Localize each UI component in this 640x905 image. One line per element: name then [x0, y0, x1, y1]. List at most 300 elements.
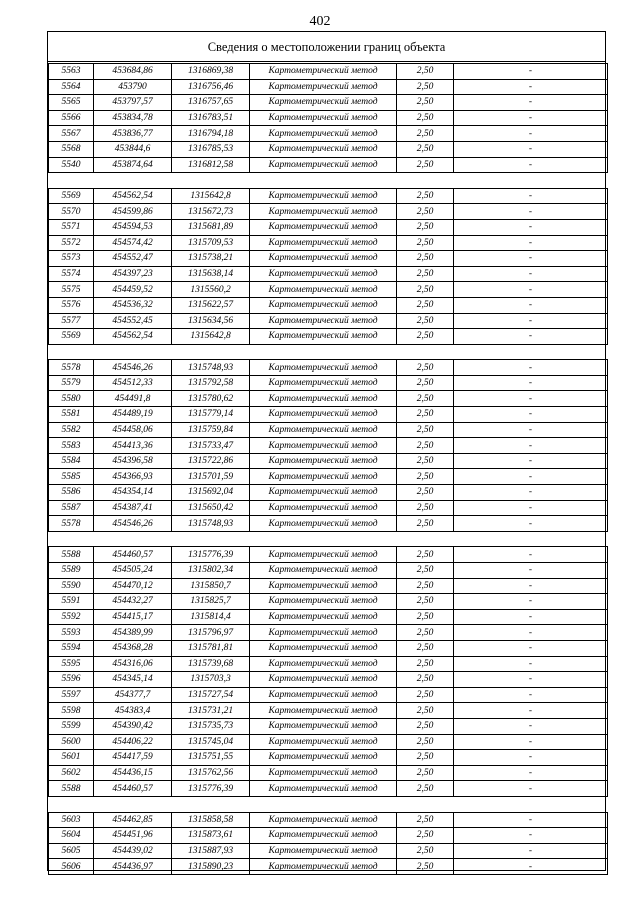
point-number-cell: 5576 — [49, 297, 94, 313]
accuracy-cell: 2,50 — [397, 266, 454, 282]
accuracy-cell: 2,50 — [397, 453, 454, 469]
accuracy-cell: 2,50 — [397, 594, 454, 610]
description-cell: - — [454, 79, 608, 95]
x-coordinate-cell: 454536,32 — [94, 297, 172, 313]
point-number-cell: 5578 — [49, 360, 94, 376]
description-cell: - — [454, 547, 608, 563]
point-number-cell: 5602 — [49, 765, 94, 781]
table-row — [49, 828, 608, 844]
y-coordinate-cell: 1316812,58 — [172, 157, 250, 173]
description-cell: - — [454, 718, 608, 734]
method-cell: Картометрический метод — [250, 188, 397, 204]
table-row — [49, 204, 608, 220]
accuracy-cell: 2,50 — [397, 126, 454, 142]
x-coordinate-cell: 454489,19 — [94, 407, 172, 423]
y-coordinate-cell: 1315762,56 — [172, 765, 250, 781]
point-number-cell: 5574 — [49, 266, 94, 282]
table-row — [49, 843, 608, 859]
table-row — [49, 500, 608, 516]
x-coordinate-cell: 454491,8 — [94, 391, 172, 407]
table-row — [49, 157, 608, 173]
accuracy-cell: 2,50 — [397, 812, 454, 828]
section-title: Сведения о местоположении границ объекта — [48, 32, 605, 62]
description-cell: - — [454, 204, 608, 220]
accuracy-cell: 2,50 — [397, 734, 454, 750]
method-cell: Картометрический метод — [250, 407, 397, 423]
y-coordinate-cell: 1316757,65 — [172, 95, 250, 111]
accuracy-cell: 2,50 — [397, 485, 454, 501]
y-coordinate-cell: 1315731,21 — [172, 703, 250, 719]
point-number-cell: 5572 — [49, 235, 94, 251]
table-row — [49, 718, 608, 734]
y-coordinate-cell: 1315650,42 — [172, 500, 250, 516]
x-coordinate-cell: 454460,57 — [94, 781, 172, 797]
accuracy-cell: 2,50 — [397, 656, 454, 672]
point-number-cell: 5604 — [49, 828, 94, 844]
accuracy-cell: 2,50 — [397, 64, 454, 80]
x-coordinate-cell: 454562,54 — [94, 329, 172, 345]
method-cell: Картометрический метод — [250, 282, 397, 298]
y-coordinate-cell: 1315642,8 — [172, 329, 250, 345]
x-coordinate-cell: 453844,6 — [94, 141, 172, 157]
y-coordinate-cell: 1315780,62 — [172, 391, 250, 407]
x-coordinate-cell: 454599,86 — [94, 204, 172, 220]
y-coordinate-cell: 1315751,55 — [172, 750, 250, 766]
y-coordinate-cell: 1315887,93 — [172, 843, 250, 859]
point-number-cell: 5579 — [49, 375, 94, 391]
method-cell: Картометрический метод — [250, 469, 397, 485]
point-number-cell: 5564 — [49, 79, 94, 95]
accuracy-cell: 2,50 — [397, 703, 454, 719]
description-cell: - — [454, 438, 608, 454]
y-coordinate-cell: 1316756,46 — [172, 79, 250, 95]
accuracy-cell: 2,50 — [397, 640, 454, 656]
method-cell: Картометрический метод — [250, 64, 397, 80]
description-cell: - — [454, 360, 608, 376]
x-coordinate-cell: 454345,14 — [94, 672, 172, 688]
table-row — [49, 453, 608, 469]
accuracy-cell: 2,50 — [397, 718, 454, 734]
x-coordinate-cell: 453836,77 — [94, 126, 172, 142]
table-row — [49, 266, 608, 282]
accuracy-cell: 2,50 — [397, 391, 454, 407]
accuracy-cell: 2,50 — [397, 625, 454, 641]
method-cell: Картометрический метод — [250, 204, 397, 220]
point-number-cell: 5580 — [49, 391, 94, 407]
y-coordinate-cell: 1315759,84 — [172, 422, 250, 438]
y-coordinate-cell: 1316783,51 — [172, 110, 250, 126]
table-row — [49, 578, 608, 594]
method-cell: Картометрический метод — [250, 734, 397, 750]
description-cell: - — [454, 672, 608, 688]
table-row — [49, 672, 608, 688]
table-row — [49, 360, 608, 376]
x-coordinate-cell: 454406,22 — [94, 734, 172, 750]
method-cell: Картометрический метод — [250, 266, 397, 282]
accuracy-cell: 2,50 — [397, 781, 454, 797]
y-coordinate-cell: 1315814,4 — [172, 609, 250, 625]
method-cell: Картометрический метод — [250, 391, 397, 407]
method-cell: Картометрический метод — [250, 438, 397, 454]
table-row — [49, 251, 608, 267]
description-cell: - — [454, 812, 608, 828]
description-cell: - — [454, 141, 608, 157]
table-row — [49, 95, 608, 111]
y-coordinate-cell: 1315748,93 — [172, 360, 250, 376]
method-cell: Картометрический метод — [250, 625, 397, 641]
table-row — [49, 422, 608, 438]
description-cell: - — [454, 843, 608, 859]
table-row — [49, 812, 608, 828]
y-coordinate-cell: 1315560,2 — [172, 282, 250, 298]
description-cell: - — [454, 687, 608, 703]
table-row — [49, 219, 608, 235]
y-coordinate-cell: 1315638,14 — [172, 266, 250, 282]
method-cell: Картометрический метод — [250, 453, 397, 469]
y-coordinate-cell: 1315681,89 — [172, 219, 250, 235]
table-row — [49, 485, 608, 501]
accuracy-cell: 2,50 — [397, 79, 454, 95]
coordinates-table — [48, 63, 608, 875]
method-cell: Картометрический метод — [250, 547, 397, 563]
accuracy-cell: 2,50 — [397, 609, 454, 625]
x-coordinate-cell: 454451,96 — [94, 828, 172, 844]
x-coordinate-cell: 454459,52 — [94, 282, 172, 298]
accuracy-cell: 2,50 — [397, 375, 454, 391]
point-number-cell: 5585 — [49, 469, 94, 485]
x-coordinate-cell: 454413,36 — [94, 438, 172, 454]
y-coordinate-cell: 1315701,59 — [172, 469, 250, 485]
y-coordinate-cell: 1315825,7 — [172, 594, 250, 610]
accuracy-cell: 2,50 — [397, 157, 454, 173]
point-number-cell: 5603 — [49, 812, 94, 828]
method-cell: Картометрический метод — [250, 640, 397, 656]
point-number-cell: 5584 — [49, 453, 94, 469]
table-row — [49, 547, 608, 563]
group-separator-cell — [49, 173, 608, 189]
x-coordinate-cell: 454460,57 — [94, 547, 172, 563]
y-coordinate-cell: 1315672,73 — [172, 204, 250, 220]
accuracy-cell: 2,50 — [397, 219, 454, 235]
point-number-cell: 5595 — [49, 656, 94, 672]
point-number-cell: 5583 — [49, 438, 94, 454]
method-cell: Картометрический метод — [250, 297, 397, 313]
y-coordinate-cell: 1316785,53 — [172, 141, 250, 157]
table-row — [49, 469, 608, 485]
x-coordinate-cell: 454505,24 — [94, 563, 172, 579]
point-number-cell: 5588 — [49, 781, 94, 797]
page-number: 402 — [309, 14, 331, 29]
table-row — [49, 391, 608, 407]
point-number-cell: 5599 — [49, 718, 94, 734]
y-coordinate-cell: 1315745,04 — [172, 734, 250, 750]
table-row — [49, 625, 608, 641]
point-number-cell: 5582 — [49, 422, 94, 438]
table-row — [49, 640, 608, 656]
accuracy-cell: 2,50 — [397, 516, 454, 532]
x-coordinate-cell: 454546,26 — [94, 516, 172, 532]
x-coordinate-cell: 454470,12 — [94, 578, 172, 594]
x-coordinate-cell: 454397,23 — [94, 266, 172, 282]
method-cell: Картометрический метод — [250, 859, 397, 875]
point-number-cell: 5581 — [49, 407, 94, 423]
x-coordinate-cell: 454387,41 — [94, 500, 172, 516]
accuracy-cell: 2,50 — [397, 422, 454, 438]
point-number-cell: 5587 — [49, 500, 94, 516]
y-coordinate-cell: 1315873,61 — [172, 828, 250, 844]
point-number-cell: 5594 — [49, 640, 94, 656]
y-coordinate-cell: 1315858,58 — [172, 812, 250, 828]
description-cell: - — [454, 157, 608, 173]
method-cell: Картометрический метод — [250, 656, 397, 672]
accuracy-cell: 2,50 — [397, 95, 454, 111]
x-coordinate-cell: 454552,47 — [94, 251, 172, 267]
x-coordinate-cell: 453684,86 — [94, 64, 172, 80]
method-cell: Картометрический метод — [250, 672, 397, 688]
y-coordinate-cell: 1315796,97 — [172, 625, 250, 641]
y-coordinate-cell: 1316869,38 — [172, 64, 250, 80]
method-cell: Картометрический метод — [250, 687, 397, 703]
table-row — [49, 313, 608, 329]
table-row — [49, 407, 608, 423]
method-cell: Картометрический метод — [250, 157, 397, 173]
table-row — [49, 438, 608, 454]
description-cell: - — [454, 235, 608, 251]
method-cell: Картометрический метод — [250, 594, 397, 610]
description-cell: - — [454, 859, 608, 875]
table-row — [49, 188, 608, 204]
y-coordinate-cell: 1316794,18 — [172, 126, 250, 142]
x-coordinate-cell: 454354,14 — [94, 485, 172, 501]
point-number-cell: 5600 — [49, 734, 94, 750]
table-row — [49, 375, 608, 391]
method-cell: Картометрический метод — [250, 781, 397, 797]
description-cell: - — [454, 625, 608, 641]
group-separator-cell — [49, 796, 608, 812]
description-cell: - — [454, 391, 608, 407]
description-cell: - — [454, 734, 608, 750]
accuracy-cell: 2,50 — [397, 828, 454, 844]
x-coordinate-cell: 454552,45 — [94, 313, 172, 329]
accuracy-cell: 2,50 — [397, 578, 454, 594]
method-cell: Картометрический метод — [250, 609, 397, 625]
point-number-cell: 5592 — [49, 609, 94, 625]
table-row — [49, 126, 608, 142]
accuracy-cell: 2,50 — [397, 547, 454, 563]
table-row — [49, 859, 608, 875]
description-cell: - — [454, 750, 608, 766]
y-coordinate-cell: 1315850,7 — [172, 578, 250, 594]
point-number-cell: 5589 — [49, 563, 94, 579]
y-coordinate-cell: 1315890,23 — [172, 859, 250, 875]
point-number-cell: 5596 — [49, 672, 94, 688]
description-cell: - — [454, 640, 608, 656]
accuracy-cell: 2,50 — [397, 687, 454, 703]
point-number-cell: 5568 — [49, 141, 94, 157]
method-cell: Картометрический метод — [250, 235, 397, 251]
description-cell: - — [454, 469, 608, 485]
method-cell: Картометрический метод — [250, 141, 397, 157]
description-cell: - — [454, 407, 608, 423]
accuracy-cell: 2,50 — [397, 859, 454, 875]
description-cell: - — [454, 500, 608, 516]
point-number-cell: 5571 — [49, 219, 94, 235]
group-separator-row — [49, 173, 608, 189]
point-number-cell: 5591 — [49, 594, 94, 610]
description-cell: - — [454, 313, 608, 329]
accuracy-cell: 2,50 — [397, 251, 454, 267]
description-cell: - — [454, 516, 608, 532]
description-cell: - — [454, 703, 608, 719]
description-cell: - — [454, 563, 608, 579]
method-cell: Картометрический метод — [250, 360, 397, 376]
group-separator-cell — [49, 344, 608, 360]
y-coordinate-cell: 1315733,47 — [172, 438, 250, 454]
method-cell: Картометрический метод — [250, 313, 397, 329]
y-coordinate-cell: 1315703,3 — [172, 672, 250, 688]
accuracy-cell: 2,50 — [397, 188, 454, 204]
y-coordinate-cell: 1315802,34 — [172, 563, 250, 579]
method-cell: Картометрический метод — [250, 843, 397, 859]
x-coordinate-cell: 453797,57 — [94, 95, 172, 111]
x-coordinate-cell: 454462,85 — [94, 812, 172, 828]
description-cell: - — [454, 188, 608, 204]
description-cell: - — [454, 453, 608, 469]
y-coordinate-cell: 1315792,58 — [172, 375, 250, 391]
description-cell: - — [454, 251, 608, 267]
x-coordinate-cell: 454396,58 — [94, 453, 172, 469]
table-row — [49, 594, 608, 610]
method-cell: Картометрический метод — [250, 812, 397, 828]
table-row — [49, 64, 608, 80]
table-row — [49, 734, 608, 750]
y-coordinate-cell: 1315776,39 — [172, 547, 250, 563]
table-row — [49, 781, 608, 797]
accuracy-cell: 2,50 — [397, 672, 454, 688]
y-coordinate-cell: 1315709,53 — [172, 235, 250, 251]
table-row — [49, 687, 608, 703]
accuracy-cell: 2,50 — [397, 313, 454, 329]
x-coordinate-cell: 454512,33 — [94, 375, 172, 391]
y-coordinate-cell: 1315622,57 — [172, 297, 250, 313]
x-coordinate-cell: 454415,17 — [94, 609, 172, 625]
point-number-cell: 5578 — [49, 516, 94, 532]
x-coordinate-cell: 454377,7 — [94, 687, 172, 703]
point-number-cell: 5569 — [49, 188, 94, 204]
point-number-cell: 5598 — [49, 703, 94, 719]
y-coordinate-cell: 1315735,73 — [172, 718, 250, 734]
description-cell: - — [454, 297, 608, 313]
method-cell: Картометрический метод — [250, 219, 397, 235]
y-coordinate-cell: 1315642,8 — [172, 188, 250, 204]
description-cell: - — [454, 656, 608, 672]
point-number-cell: 5573 — [49, 251, 94, 267]
y-coordinate-cell: 1315738,21 — [172, 251, 250, 267]
y-coordinate-cell: 1315739,68 — [172, 656, 250, 672]
description-cell: - — [454, 578, 608, 594]
point-number-cell: 5601 — [49, 750, 94, 766]
accuracy-cell: 2,50 — [397, 407, 454, 423]
group-separator-row — [49, 531, 608, 547]
x-coordinate-cell: 454383,4 — [94, 703, 172, 719]
accuracy-cell: 2,50 — [397, 235, 454, 251]
table-row — [49, 703, 608, 719]
description-cell: - — [454, 110, 608, 126]
x-coordinate-cell: 454436,15 — [94, 765, 172, 781]
method-cell: Картометрический метод — [250, 563, 397, 579]
x-coordinate-cell: 454436,97 — [94, 859, 172, 875]
method-cell: Картометрический метод — [250, 578, 397, 594]
point-number-cell: 5606 — [49, 859, 94, 875]
method-cell: Картометрический метод — [250, 251, 397, 267]
x-coordinate-cell: 454366,93 — [94, 469, 172, 485]
y-coordinate-cell: 1315748,93 — [172, 516, 250, 532]
accuracy-cell: 2,50 — [397, 750, 454, 766]
accuracy-cell: 2,50 — [397, 360, 454, 376]
accuracy-cell: 2,50 — [397, 110, 454, 126]
x-coordinate-cell: 454417,59 — [94, 750, 172, 766]
point-number-cell: 5567 — [49, 126, 94, 142]
description-cell: - — [454, 375, 608, 391]
point-number-cell: 5565 — [49, 95, 94, 111]
description-cell: - — [454, 64, 608, 80]
accuracy-cell: 2,50 — [397, 765, 454, 781]
y-coordinate-cell: 1315727,54 — [172, 687, 250, 703]
table-row — [49, 282, 608, 298]
method-cell: Картометрический метод — [250, 500, 397, 516]
method-cell: Картометрический метод — [250, 828, 397, 844]
x-coordinate-cell: 454458,06 — [94, 422, 172, 438]
point-number-cell: 5605 — [49, 843, 94, 859]
group-separator-cell — [49, 531, 608, 547]
x-coordinate-cell: 453790 — [94, 79, 172, 95]
boundary-info-frame — [47, 31, 606, 871]
accuracy-cell: 2,50 — [397, 843, 454, 859]
y-coordinate-cell: 1315722,86 — [172, 453, 250, 469]
x-coordinate-cell: 454562,54 — [94, 188, 172, 204]
description-cell: - — [454, 485, 608, 501]
group-separator-row — [49, 796, 608, 812]
table-row — [49, 297, 608, 313]
method-cell: Картометрический метод — [250, 329, 397, 345]
description-cell: - — [454, 765, 608, 781]
description-cell: - — [454, 422, 608, 438]
x-coordinate-cell: 454432,27 — [94, 594, 172, 610]
description-cell: - — [454, 781, 608, 797]
accuracy-cell: 2,50 — [397, 141, 454, 157]
method-cell: Картометрический метод — [250, 110, 397, 126]
x-coordinate-cell: 454439,02 — [94, 843, 172, 859]
accuracy-cell: 2,50 — [397, 282, 454, 298]
point-number-cell: 5586 — [49, 485, 94, 501]
table-row — [49, 516, 608, 532]
table-row — [49, 656, 608, 672]
point-number-cell: 5570 — [49, 204, 94, 220]
point-number-cell: 5575 — [49, 282, 94, 298]
description-cell: - — [454, 266, 608, 282]
method-cell: Картометрический метод — [250, 765, 397, 781]
description-cell: - — [454, 219, 608, 235]
accuracy-cell: 2,50 — [397, 329, 454, 345]
x-coordinate-cell: 454546,26 — [94, 360, 172, 376]
table-row — [49, 110, 608, 126]
accuracy-cell: 2,50 — [397, 204, 454, 220]
table-row — [49, 329, 608, 345]
method-cell: Картометрический метод — [250, 718, 397, 734]
method-cell: Картометрический метод — [250, 79, 397, 95]
method-cell: Картометрический метод — [250, 95, 397, 111]
description-cell: - — [454, 126, 608, 142]
